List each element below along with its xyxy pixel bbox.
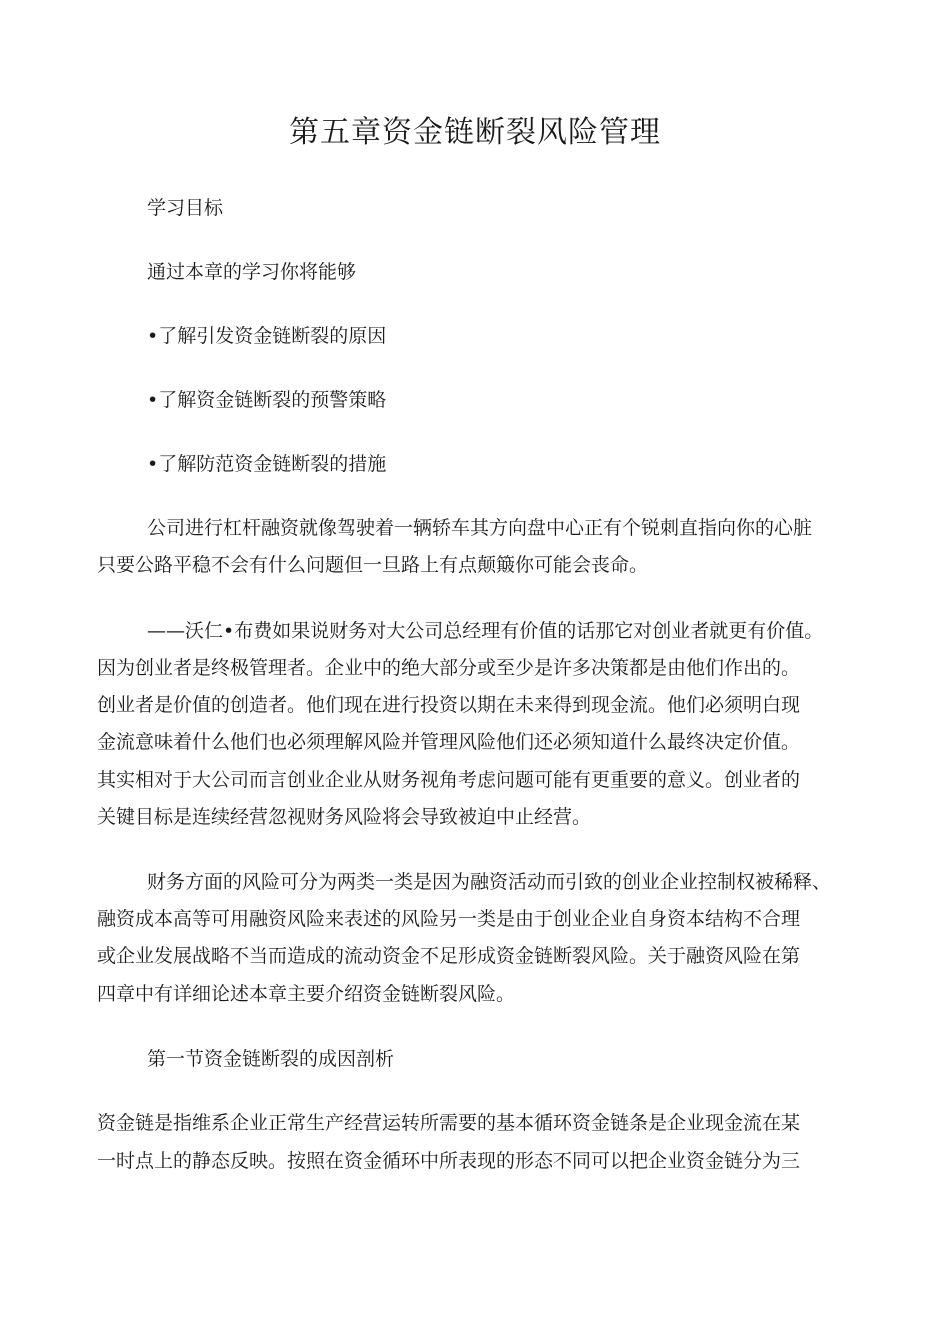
page-title: 第五章资金链断裂风险管理: [289, 115, 661, 150]
paragraph-line: 金流意味着什么他们也必须理解风险并管理风险他们还必须知道什么最终决定价值。: [97, 731, 801, 753]
objective-item: •了解引发资金链断裂的原因: [147, 325, 387, 347]
paragraph-line: 财务方面的风险可分为两类一类是因为融资活动而引致的创业企业控制权被稀释、: [147, 871, 832, 893]
paragraph-line: 公司进行杠杆融资就像驾驶着一辆轿车其方向盘中心正有个锐刺直指向你的心脏: [147, 517, 813, 539]
paragraph-line: 只要公路平稳不会有什么问题但一旦路上有点颠簸你可能会丧命。: [97, 554, 649, 576]
paragraph-line: 关键目标是连续经营忽视财务风险将会导致被迫中止经营。: [97, 806, 592, 828]
objective-item: •了解防范资金链断裂的措施: [147, 453, 387, 475]
objectives-heading: 学习目标: [147, 197, 224, 219]
paragraph-line: 创业者是价值的创造者。他们现在进行投资以期在未来得到现金流。他们必须明白现: [97, 694, 801, 716]
paragraph-line: 四章中有详细论述本章主要介绍资金链断裂风险。: [97, 983, 516, 1005]
paragraph-line: 一时点上的静态反映。按照在资金循环中所表现的形态不同可以把企业资金链分为三: [97, 1150, 801, 1172]
objectives-intro: 通过本章的学习你将能够: [147, 261, 357, 283]
paragraph-line: 其实相对于大公司而言创业企业从财务视角考虑问题可能有更重要的意义。创业者的: [97, 769, 801, 791]
paragraph-line: 或企业发展战略不当而造成的流动资金不足形成资金链断裂风险。关于融资风险在第: [97, 945, 801, 967]
section-heading: 第一节资金链断裂的成因剖析: [147, 1048, 395, 1070]
objective-item: •了解资金链断裂的预警策略: [147, 389, 387, 411]
paragraph-line: ——沃仁•布费如果说财务对大公司总经理有价值的话那它对创业者就更有价值。: [147, 620, 824, 642]
paragraph-line: 因为创业者是终极管理者。企业中的绝大部分或至少是许多决策都是由他们作出的。: [97, 657, 801, 679]
paragraph-line: 资金链是指维系企业正常生产经营运转所需要的基本循环资金链条是企业现金流在某: [97, 1112, 801, 1134]
paragraph-line: 融资成本高等可用融资风险来表述的风险另一类是由于创业企业自身资本结构不合理: [97, 908, 801, 930]
